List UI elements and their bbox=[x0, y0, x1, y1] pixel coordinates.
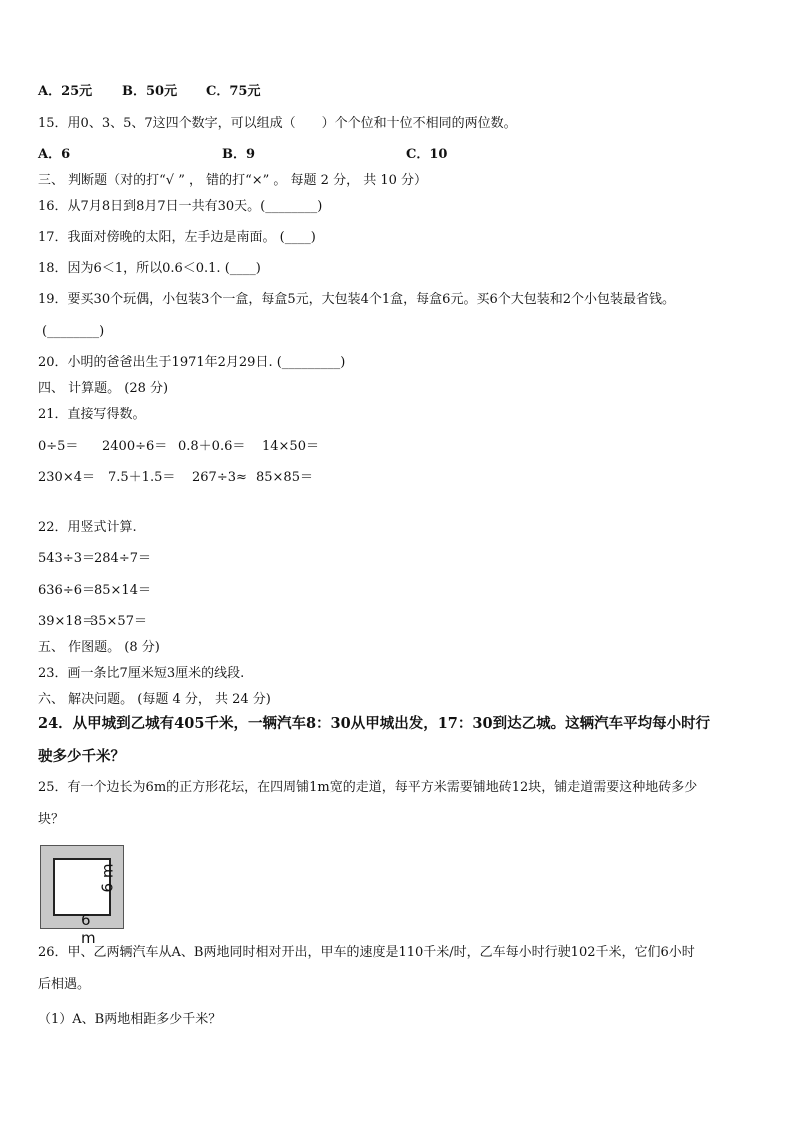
calc-item: 0.8＋0.6＝ bbox=[178, 439, 246, 454]
q20: 20．小明的爸爸出生于1971年2月29日. (_________) bbox=[38, 355, 346, 370]
q21-row-1 bbox=[38, 439, 319, 455]
q26-sub-question-1: （1）A、B两地相距多少千米？ bbox=[38, 1012, 222, 1027]
side-length-label-bottom: 6 m bbox=[81, 911, 96, 947]
q22-title: 22．用竖式计算. bbox=[38, 520, 137, 535]
section-3-heading: 三、 判断题（对的打“√ ” ， 错的打“×” 。 每题 2 分， 共 10 分） bbox=[38, 173, 428, 188]
calc-item: 0÷5＝ bbox=[38, 439, 79, 454]
calc-item: 85×14＝ bbox=[94, 583, 151, 598]
option-b: B．9 bbox=[222, 147, 256, 162]
calc-item: 267÷3≈ bbox=[192, 470, 247, 485]
q19-line-1: 19．要买30个玩偶，小包装3个一盒，每盒5元，大包装4个1盒，每盒6元。买6个大包装和2个小包装最省钱。 bbox=[38, 292, 675, 307]
side-length-label-right: 6 m bbox=[98, 863, 117, 893]
q16: 16．从7月8日到8月7日一共有30天。(________) bbox=[38, 199, 323, 214]
calc-item: 284÷7＝ bbox=[94, 551, 151, 566]
calc-item: 85×85＝ bbox=[256, 470, 313, 485]
q26-line-1: 26．甲、乙两辆汽车从A、B两地同时相对开出，甲车的速度是110千米/时，乙车每小时行驶102千米，它们6小时 bbox=[38, 945, 695, 960]
square-flowerbed-figure bbox=[40, 845, 124, 947]
q22-row-2 bbox=[38, 583, 151, 599]
q17: 17．我面对傍晚的太阳，左手边是南面。 (____) bbox=[38, 230, 316, 245]
q25-line-1: 25．有一个边长为6m的正方形花坛，在四周铺1m宽的走道，每平方米需要铺地砖12块，铺走道需要这种地砖多少 bbox=[38, 780, 698, 795]
q21-row-2 bbox=[38, 470, 313, 486]
calc-item: 543÷3＝ bbox=[38, 551, 95, 566]
calc-item: 636÷6＝ bbox=[38, 583, 95, 598]
q21-title: 21．直接写得数。 bbox=[38, 407, 146, 422]
calc-item: 2400÷6＝ bbox=[102, 439, 168, 454]
q19-line-2: (________) bbox=[42, 324, 105, 339]
q26-line-2: 后相遇。 bbox=[38, 977, 91, 992]
option-a: A．6 bbox=[38, 147, 71, 162]
q15-stem: 15．用0、3、5、7这四个数字，可以组成（ ）个个位和十位不相同的两位数。 bbox=[38, 116, 517, 131]
q15-options bbox=[38, 147, 447, 163]
option-b: B．50元 bbox=[122, 84, 178, 99]
q25-line-2: 块？ bbox=[38, 812, 65, 827]
section-6-heading: 六、 解决问题。 (每题 4 分， 共 24 分) bbox=[38, 692, 271, 707]
calc-item: 39×18＝ bbox=[38, 614, 95, 629]
section-5-heading: 五、 作图题。 (8 分) bbox=[38, 640, 160, 655]
calc-item: 7.5＋1.5＝ bbox=[108, 470, 176, 485]
q24-line-1: 24．从甲城到乙城有405千米，一辆汽车8：30从甲城出发，17：30到达乙城。这辆汽车平均每小时行 bbox=[38, 715, 711, 732]
q24-line-2: 驶多少千米？ bbox=[38, 748, 125, 765]
section-4-heading: 四、 计算题。 (28 分) bbox=[38, 381, 169, 396]
q22-row-3 bbox=[38, 614, 147, 630]
calc-item: 230×4＝ bbox=[38, 470, 95, 485]
option-c: C．75元 bbox=[206, 84, 261, 99]
calc-item: 35×57＝ bbox=[90, 614, 147, 629]
q23: 23．画一条比7厘米短3厘米的线段. bbox=[38, 666, 245, 681]
q14-options bbox=[38, 84, 260, 100]
option-c: C．10 bbox=[406, 147, 448, 162]
q22-row-1 bbox=[38, 551, 151, 567]
calc-item: 14×50＝ bbox=[262, 439, 319, 454]
option-a: A．25元 bbox=[38, 84, 93, 99]
q18: 18．因为6＜1，所以0.6＜0.1. (____) bbox=[38, 261, 261, 276]
